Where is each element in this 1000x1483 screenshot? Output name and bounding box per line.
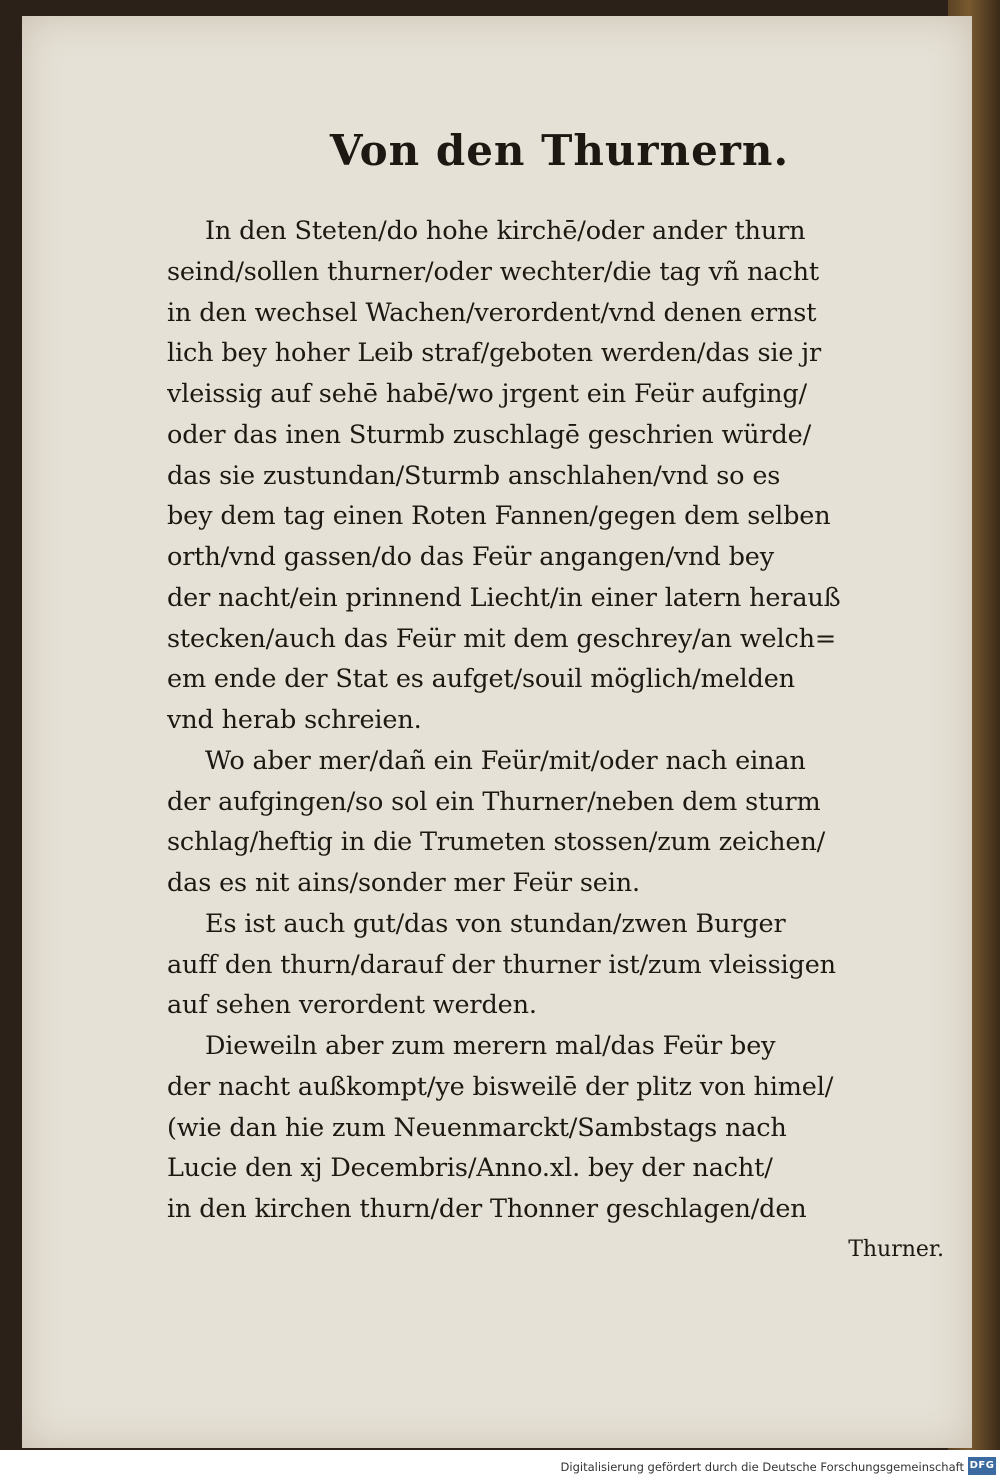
text-line: der aufgingen/so sol ein Thurner/neben dem sturm — [167, 786, 821, 817]
text-line: oder das inen Sturmb zuschlagē geschrien würde/ — [167, 419, 812, 450]
text-line: lich bey hoher Leib straf/geboten werden/das sie jr — [167, 338, 822, 369]
catchword: Thurner. — [848, 1236, 944, 1262]
text-line: in den wechsel Wachen/verordent/vnd denen ernst — [167, 297, 817, 328]
text-line: vleissig auf sehē habē/wo jrgent ein Feür aufging/ — [167, 379, 807, 409]
text-line: Lucie den xj Decembris/Anno.xl. bey der nacht/ — [167, 1153, 773, 1184]
text-line: Dieweiln aber zum merern mal/das Feür bey — [205, 1031, 776, 1061]
text-line: Wo aber mer/dañ ein Feür/mit/oder nach einan — [205, 745, 806, 776]
text-line: der nacht/ein prinnend Liecht/in einer latern herauß — [167, 582, 841, 613]
text-line: schlag/heftig in die Trumeten stossen/zum zeichen/ — [167, 827, 826, 858]
page-text-block — [167, 116, 952, 1270]
body-text — [167, 211, 952, 1230]
text-line: der nacht außkompt/ye bisweilē der plitz von himel/ — [167, 1071, 834, 1102]
digitization-footer — [0, 1450, 1000, 1483]
dfg-logo: DFG — [968, 1457, 996, 1475]
text-line: bey dem tag einen Roten Fannen/gegen dem selben — [167, 501, 831, 532]
text-line: em ende der Stat es aufget/souil möglich/melden — [167, 664, 795, 695]
text-line: auf sehen verordent werden. — [167, 990, 537, 1021]
text-line: vnd herab schreien. — [167, 705, 422, 735]
text-line: stecken/auch das Feür mit dem geschrey/an welch= — [167, 623, 837, 654]
text-line: (wie dan hie zum Neuenmarckt/Sambstags nach — [167, 1112, 787, 1143]
text-line: seind/sollen thurner/oder wechter/die tag vñ nacht — [167, 256, 819, 287]
text-line: auff den thurn/darauf der thurner ist/zum vleissigen — [167, 949, 836, 980]
page-heading: Von den Thurnern. — [329, 126, 790, 175]
text-line: In den Steten/do hohe kirchē/oder ander thurn — [205, 216, 806, 246]
text-line: in den kirchen thurn/der Thonner geschlagen/den — [167, 1194, 807, 1224]
book-page — [22, 16, 972, 1448]
text-line: Es ist auch gut/das von stundan/zwen Burger — [205, 908, 786, 939]
text-line: das sie zustundan/Sturmb anschlahen/vnd so es — [167, 460, 781, 491]
footer-credit: Digitalisierung gefördert durch die Deutsche Forschungsgemeinschaft — [560, 1460, 964, 1474]
text-line: das es nit ains/sonder mer Feür sein. — [167, 868, 640, 898]
text-line: orth/vnd gassen/do das Feür angangen/vnd bey — [167, 542, 774, 572]
